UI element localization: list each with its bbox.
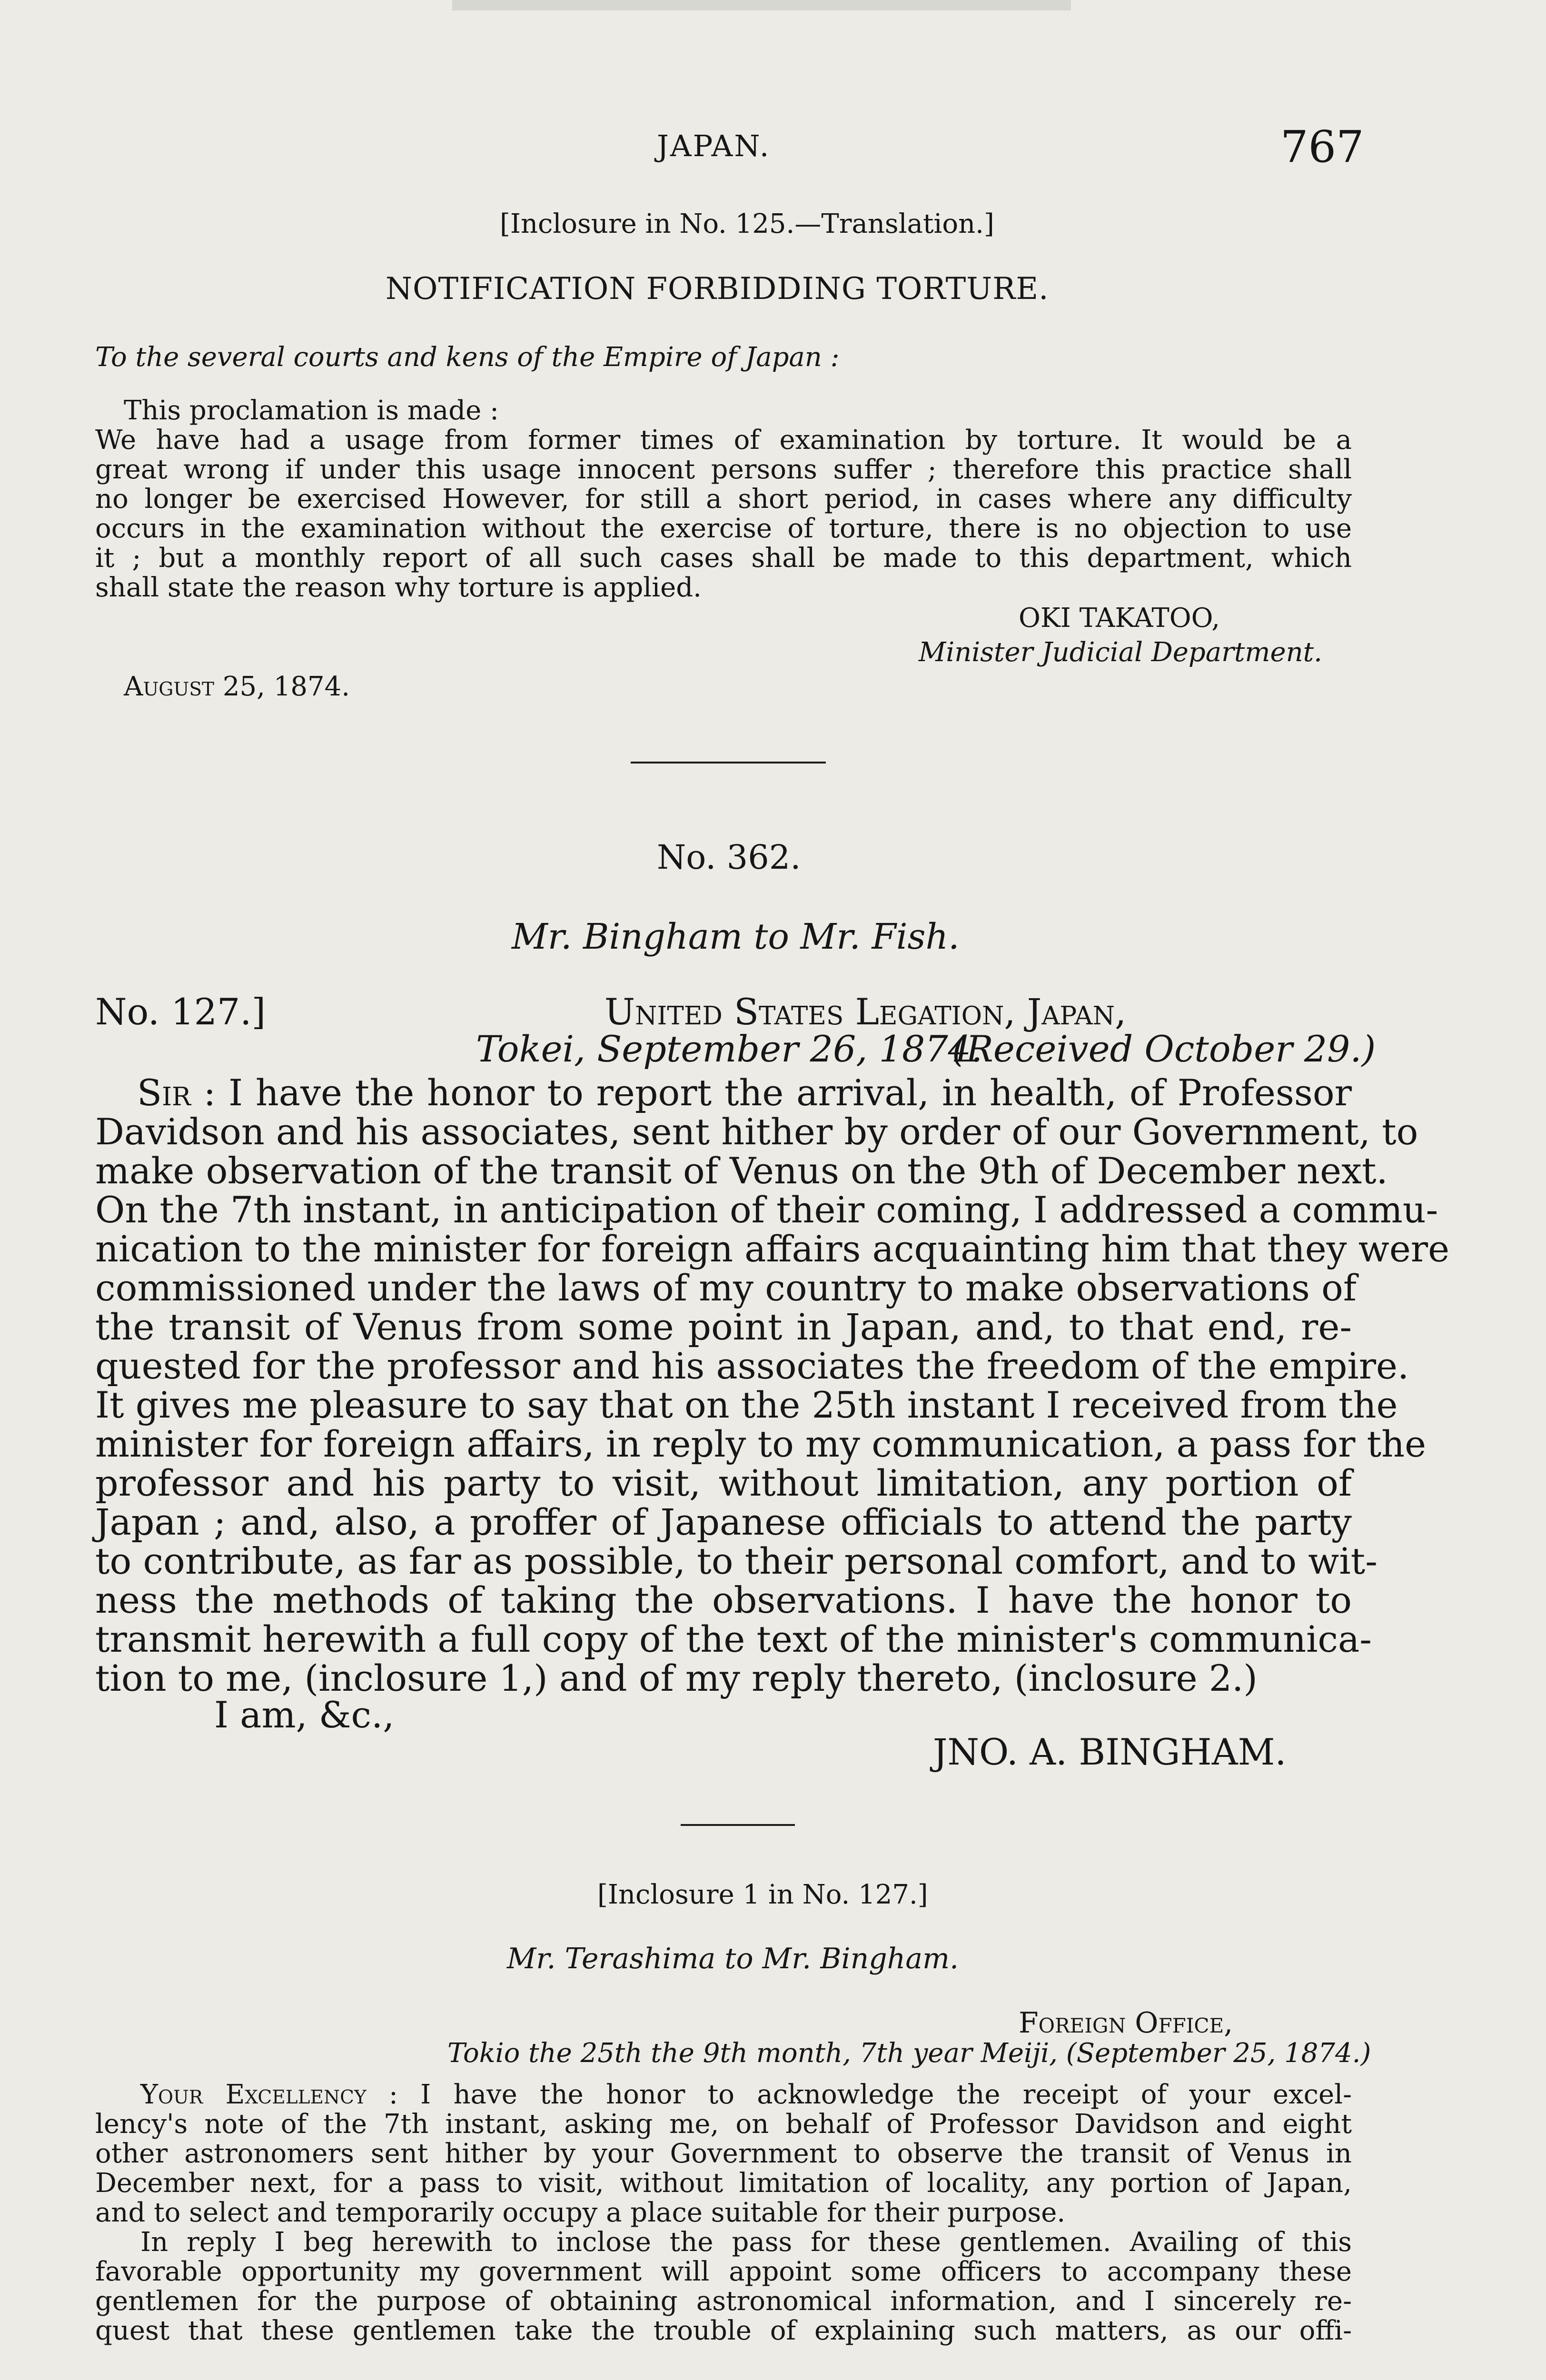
letter-line: professor and his party to visit, without limitation, any portion of [95,1462,1352,1504]
section-divider [681,1824,795,1826]
letter-line: On the 7th instant, in anticipation of their coming, I addressed a commu- [95,1189,1438,1231]
inclosure-line: quest that these gentlemen take the trouble of explaining such matters, as our offi- [95,2315,1352,2346]
inclosure-date-line: Tokio the 25th the 9th month, 7th year Meiji, (September 25, 1874.) [447,2038,1371,2069]
inclosure-line: December next, for a pass to visit, without limitation of locality, any portion of Japan, [95,2168,1352,2199]
letter-line: Davidson and his associates, sent hither by order of our Government, to [95,1111,1418,1153]
inclosure-line: other astronomers sent hither by your Government to observe the transit of Venus in [95,2138,1352,2169]
letter-line: transmit herewith a full copy of the text of the minister's communica- [95,1618,1372,1660]
letter-line: Sir : I have the honor to report the arrival, in health, of Professor [137,1071,1352,1114]
proclamation-line: We have had a usage from former times of examination by torture. It would be a [95,425,1352,456]
inclosure-line: lency's note of the 7th instant, asking me, on behalf of Professor Davidson and eight [95,2109,1352,2140]
section-divider [631,762,826,764]
letter-line: quested for the professor and his associates the freedom of the empire. [95,1345,1409,1387]
inclosure-line: Your Excellency : I have the honor to acknowledge the receipt of your excel- [140,2079,1352,2110]
signer-name: OKI TAKATOO, [1019,603,1220,634]
document-number: No. 362. [657,838,801,877]
letter-line: the transit of Venus from some point in Japan, and, to that end, re- [95,1306,1352,1348]
letter-line: make observation of the transit of Venus on the 9th of December next. [95,1150,1388,1192]
proclamation-line: it ; but a monthly report of all such cases shall be made to this department, which [95,543,1352,574]
inclosure-title: Mr. Terashima to Mr. Bingham. [507,1942,959,1975]
proclamation-line: occurs in the examination without the exercise of torture, there is no objection to use [95,513,1352,544]
letter-line: tion to me, (inclosure 1,) and of my reply thereto, (inclosure 2.) [95,1657,1258,1699]
inclosure-label: [Inclosure 1 in No. 127.] [597,1879,928,1910]
page-number: 767 [1280,121,1364,172]
document-title: Mr. Bingham to Mr. Fish. [512,916,960,957]
despatch-reference: No. 127.] [95,991,266,1033]
inclosure-label: [Inclosure in No. 125.—Translation.] [500,208,994,239]
letter-line: nication to the minister for foreign affairs acquainting him that they were [95,1228,1450,1270]
letter-line: Japan ; and, also, a proffer of Japanese officials to attend the party [95,1501,1352,1543]
proclamation-line: shall state the reason why torture is applied. [95,572,702,603]
letter-line: commissioned under the laws of my country to make observations of [95,1267,1357,1309]
notification-title: NOTIFICATION FORBIDDING TORTURE. [386,271,1049,307]
letter-signer: JNO. A. BINGHAM. [933,1731,1287,1773]
legation-heading: United States Legation, Japan, [605,991,1127,1033]
inclosure-line: gentlemen for the purpose of obtaining astronomical information, and I sincerely re- [95,2286,1352,2317]
proclamation-intro: This proclamation is made : [124,395,499,426]
letter-line: It gives me pleasure to say that on the 25th instant I received from the [95,1384,1398,1426]
scan-artifact [452,0,1071,10]
letter-line: to contribute, as far as possible, to their personal comfort, and to wit- [95,1540,1378,1582]
letter-line: ness the methods of taking the observations. I have the honor to [95,1579,1352,1621]
proclamation-line: great wrong if under this usage innocent persons suffer ; therefore this practice shall [95,454,1352,485]
place-date: Tokei, September 26, 1874. [476,1028,983,1070]
address-line: To the several courts and kens of the Empire of Japan : [95,342,840,373]
letter-line: minister for foreign affairs, in reply to my communication, a pass for the [95,1423,1427,1465]
proclamation-line: no longer be exercised However, for still a short period, in cases where any difficulty [95,484,1352,515]
inclosure-line: and to select and temporarily occupy a place suitable for their purpose. [95,2197,1066,2228]
notification-date: August 25, 1874. [124,671,350,702]
received-date: (Received October 29.) [952,1028,1376,1070]
foreign-office-heading: Foreign Office, [1019,2006,1233,2040]
letter-closing: I am, &c., [214,1694,395,1736]
inclosure-line: favorable opportunity my government will appoint some officers to accompany these [95,2256,1352,2287]
inclosure-line: In reply I beg herewith to inclose the pass for these gentlemen. Availing of this [140,2227,1352,2258]
running-head: JAPAN. [657,129,771,163]
signer-title: Minister Judicial Department. [919,637,1322,668]
